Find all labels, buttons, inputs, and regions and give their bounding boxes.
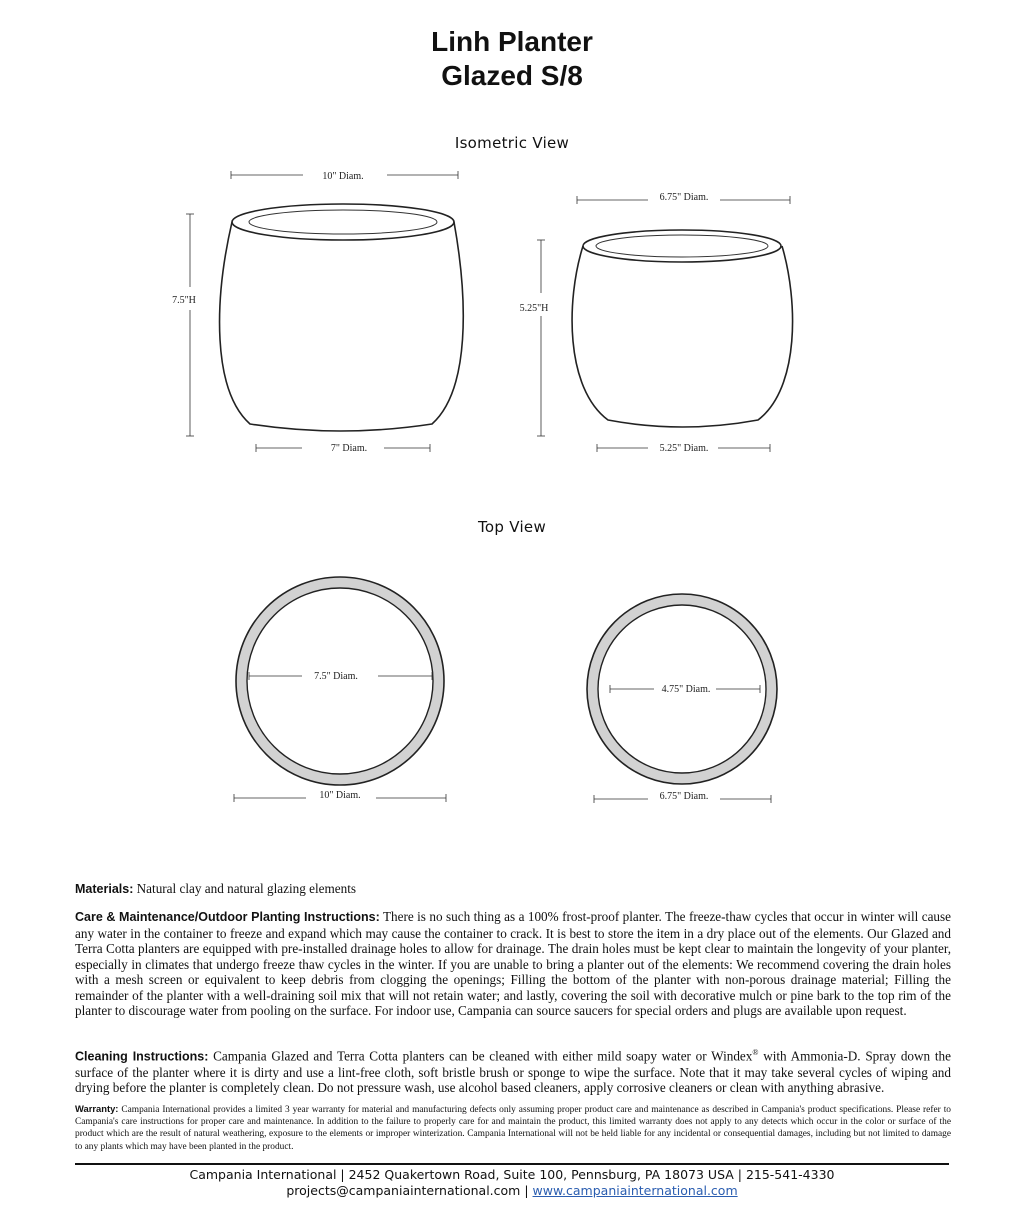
registered-mark: ® <box>752 1048 759 1057</box>
footer-email[interactable]: projects@campaniainternational.com <box>286 1183 521 1198</box>
small-height-label: 5.25"H <box>519 303 549 314</box>
isometric-view-heading: Isometric View <box>454 134 570 152</box>
large-outer-diameter-label: 10" Diam. <box>319 790 361 801</box>
footer-contact <box>0 1183 1024 1198</box>
small-top-diameter-label: 6.75" Diam. <box>659 192 709 203</box>
materials-paragraph <box>75 881 951 898</box>
large-inner-diameter-label: 7.5" Diam. <box>314 671 358 682</box>
small-bottom-diameter-label: 5.25" Diam. <box>659 443 709 454</box>
product-title: Linh Planter <box>431 26 593 57</box>
cleaning-text-before: Campania Glazed and Terra Cotta planters can be cleaned with either mild soapy water or Windex <box>208 1048 753 1064</box>
cleaning-paragraph <box>75 1045 951 1096</box>
care-text: There is no such thing as a 100% frost-proof planter. The freeze-thaw cycles that occur in winter will cause any water in the container to freeze and expand which may cause the container to crack. It is best to store the item in a dry place out of the elements. Our Glazed and Terra Cotta planters are equipped with pre-installed drainage holes to allow for drainage. The drain holes must be kept clear to maintain the longevity of your planter, especially in climates that undergo freeze thaw cycles in the winter. If you are unable to bring a planter out of the elements: We recommend covering the drain holes with a mesh screen or equivalent to keep debris from clogging the openings; Filling the bottom of the planter with non-porous drainage material; Filling the remainder of the planter with a well-draining soil mix that will not retain water; and lastly, covering the soil with decorative mulch or pine bark to the top rim of the planter to discourage water from pooling on the surface. For indoor use, Campania can source saucers for special orders and plugs are available upon request. <box>75 909 951 1018</box>
large-planter-isometric <box>170 170 463 455</box>
small-planter-top-view <box>587 594 777 803</box>
warranty-paragraph <box>75 1103 951 1153</box>
materials-label: Materials: <box>75 882 134 896</box>
large-bottom-diameter-label: 7" Diam. <box>330 443 368 454</box>
small-inner-diameter-label: 4.75" Diam. <box>661 684 711 695</box>
large-height-label: 7.5"H <box>172 295 196 306</box>
top-view-heading: Top View <box>477 518 547 536</box>
footer-website-link[interactable]: www.campaniainternational.com <box>532 1183 738 1198</box>
product-subtitle: Glazed S/8 <box>441 60 583 91</box>
materials-text: Natural clay and natural glazing elements <box>133 881 356 896</box>
footer-divider <box>75 1163 949 1165</box>
care-label: Care & Maintenance/Outdoor Planting Instructions: <box>75 910 380 924</box>
cleaning-label: Cleaning Instructions: <box>75 1049 209 1064</box>
large-top-diameter-label: 10" Diam. <box>322 171 364 182</box>
warranty-label: Warranty: <box>75 1103 119 1114</box>
large-planter-top-view <box>234 577 446 802</box>
small-outer-diameter-label: 6.75" Diam. <box>659 791 709 802</box>
care-paragraph <box>75 909 951 1019</box>
footer-separator: | <box>520 1183 533 1198</box>
footer-address: Campania International | 2452 Quakertown Road, Suite 100, Pennsburg, PA 18073 USA | 215-541-4330 <box>189 1167 835 1182</box>
warranty-text: Campania International provides a limited 3 year warranty for material and manufacturing defects only assuming proper product care and maintenance as described in Campania's product specifications. Please refer to Campania's care instructions for proper care and maintenance. In addition to the failure to properly care for and maintain the product, this limited warranty does not apply to any detects which occur in the color or surface of the product which are the result of natural weathering, exposure to the elements or improper winterization. Campania International will not be held liable for any incidental or consequential damages, including but not limited to damage to any plants which may have been planted in the product. <box>75 1105 951 1152</box>
cleaning-text-after: with Ammonia-D. Spray down the surface of the planter where it is dirty and use a lint-free cloth, soft bristle brush or sponge to wipe the surface. Note that it may take several cycles of wiping and drying before the planter is completely clean. Do not pressure wash, use alcohol based cleaners, apply corrosive cleaners or clean with anything abrasive. <box>75 1048 951 1096</box>
small-planter-isometric <box>518 191 793 455</box>
